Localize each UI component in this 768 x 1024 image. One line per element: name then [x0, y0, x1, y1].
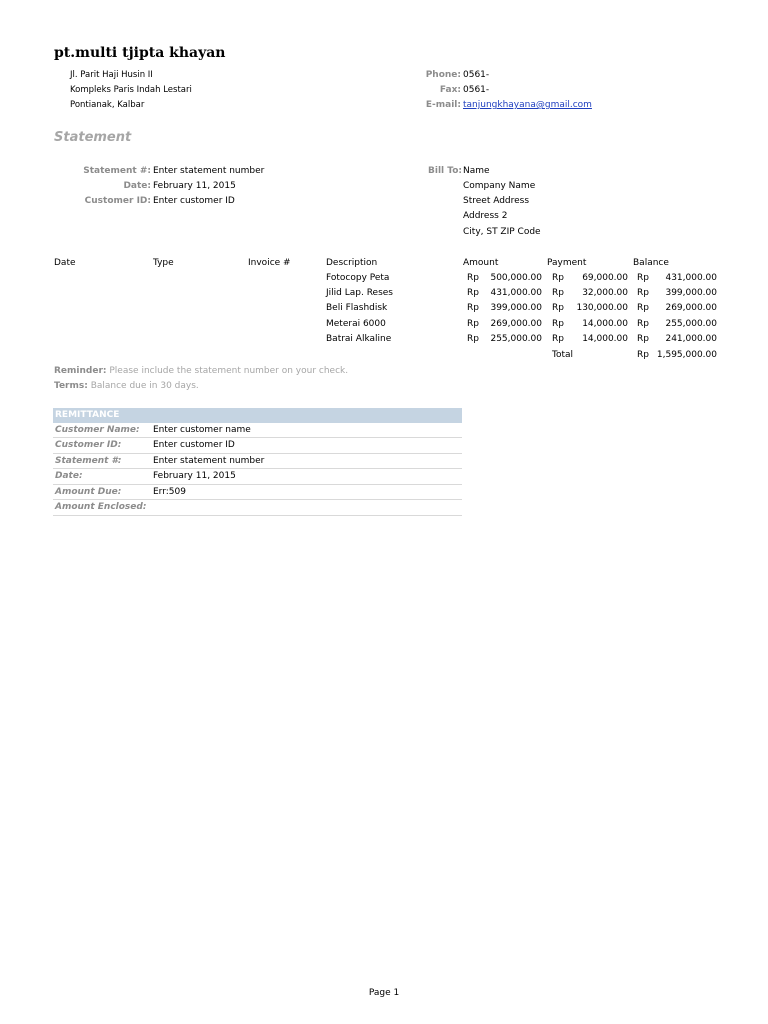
amount-currency: Rp	[467, 303, 479, 313]
remittance-value	[151, 500, 462, 516]
table-row	[53, 423, 462, 438]
remittance-value: Err:509	[151, 484, 462, 500]
remittance-label: Statement #:	[53, 453, 151, 469]
payment-currency: Rp	[552, 273, 564, 283]
address-line-2: Kompleks Paris Indah Lestari	[70, 85, 192, 95]
balance-currency: Rp	[637, 303, 649, 313]
remittance-label: Date:	[53, 469, 151, 485]
row-description: Meterai 6000	[326, 319, 386, 329]
reminder-note	[54, 366, 348, 376]
page-number: Page 1	[368, 988, 400, 998]
row-amount: 500,000.00	[490, 273, 542, 283]
remittance-value: Enter customer ID	[151, 438, 462, 454]
row-balance: 255,000.00	[665, 319, 717, 329]
row-description: Beli Flashdisk	[326, 303, 388, 313]
total-currency: Rp	[637, 350, 649, 360]
row-amount: 399,000.00	[490, 303, 542, 313]
fax-label: Fax:	[439, 85, 461, 95]
table-row	[53, 453, 462, 469]
row-amount: 255,000.00	[490, 334, 542, 344]
table-row	[53, 438, 462, 454]
terms-text: Balance due in 30 days.	[90, 381, 199, 391]
bill-to-line: City, ST ZIP Code	[463, 227, 541, 237]
remittance-table	[53, 408, 462, 516]
payment-currency: Rp	[552, 319, 564, 329]
remittance-label: Amount Due:	[53, 484, 151, 500]
amount-currency: Rp	[467, 288, 479, 298]
row-balance: 269,000.00	[665, 303, 717, 313]
table-row	[53, 484, 462, 500]
phone-label: Phone:	[425, 70, 461, 80]
header-balance: Balance	[633, 258, 669, 268]
balance-currency: Rp	[637, 319, 649, 329]
email-label: E-mail:	[425, 100, 461, 110]
balance-currency: Rp	[637, 273, 649, 283]
terms-note	[54, 381, 199, 391]
balance-currency: Rp	[637, 288, 649, 298]
reminder-text: Please include the statement number on your check.	[109, 366, 349, 376]
bill-to-line: Street Address	[463, 196, 530, 206]
row-description: Fotocopy Peta	[326, 273, 390, 283]
payment-currency: Rp	[552, 303, 564, 313]
total-label: Total	[552, 350, 574, 360]
header-date: Date	[54, 258, 76, 268]
row-payment: 69,000.00	[582, 273, 628, 283]
date-value: February 11, 2015	[153, 181, 236, 191]
fax-value: 0561-	[463, 85, 490, 95]
amount-currency: Rp	[467, 334, 479, 344]
row-balance: 431,000.00	[665, 273, 717, 283]
bill-to-label: Bill To:	[428, 166, 462, 176]
email-link[interactable]: tanjungkhayana@gmail.com	[463, 100, 592, 110]
payment-currency: Rp	[552, 288, 564, 298]
remittance-label: Amount Enclosed:	[53, 500, 151, 516]
row-balance: 241,000.00	[665, 334, 717, 344]
row-payment: 32,000.00	[582, 288, 628, 298]
payment-currency: Rp	[552, 334, 564, 344]
row-description: Batrai Alkaline	[326, 334, 392, 344]
statement-number-label: Statement #:	[83, 166, 151, 176]
header-amount: Amount	[463, 258, 499, 268]
company-name: pt.multi tjipta khayan	[54, 45, 226, 61]
row-description: Jilid Lap. Reses	[326, 288, 393, 298]
address-line-3: Pontianak, Kalbar	[70, 100, 145, 110]
date-label: Date:	[123, 181, 151, 191]
remittance-value: Enter customer name	[151, 423, 462, 438]
amount-currency: Rp	[467, 319, 479, 329]
bill-to-line: Company Name	[463, 181, 536, 191]
row-balance: 399,000.00	[665, 288, 717, 298]
terms-label: Terms:	[54, 381, 88, 391]
amount-currency: Rp	[467, 273, 479, 283]
remittance-title: REMITTANCE	[53, 408, 462, 423]
remittance-label: Customer Name:	[53, 423, 151, 438]
customer-id-label: Customer ID:	[84, 196, 151, 206]
statement-number-value: Enter statement number	[153, 166, 265, 176]
remittance-value: Enter statement number	[151, 453, 462, 469]
balance-currency: Rp	[637, 334, 649, 344]
row-amount: 431,000.00	[490, 288, 542, 298]
remittance-value: February 11, 2015	[151, 469, 462, 485]
header-invoice: Invoice #	[248, 258, 291, 268]
bill-to-line: Name	[463, 166, 490, 176]
address-line-1: Jl. Parit Haji Husin II	[70, 70, 153, 80]
customer-id-value: Enter customer ID	[153, 196, 235, 206]
row-amount: 269,000.00	[490, 319, 542, 329]
row-payment: 14,000.00	[582, 319, 628, 329]
reminder-label: Reminder:	[54, 366, 107, 376]
bill-to-line: Address 2	[463, 211, 508, 221]
row-payment: 14,000.00	[582, 334, 628, 344]
header-description: Description	[326, 258, 378, 268]
total-value: 1,595,000.00	[656, 350, 717, 360]
remittance-label: Customer ID:	[53, 438, 151, 454]
row-payment: 130,000.00	[576, 303, 628, 313]
statement-title: Statement	[54, 130, 132, 145]
table-row	[53, 469, 462, 485]
phone-value: 0561-	[463, 70, 490, 80]
header-type: Type	[153, 258, 174, 268]
table-row	[53, 500, 462, 516]
header-payment: Payment	[547, 258, 587, 268]
